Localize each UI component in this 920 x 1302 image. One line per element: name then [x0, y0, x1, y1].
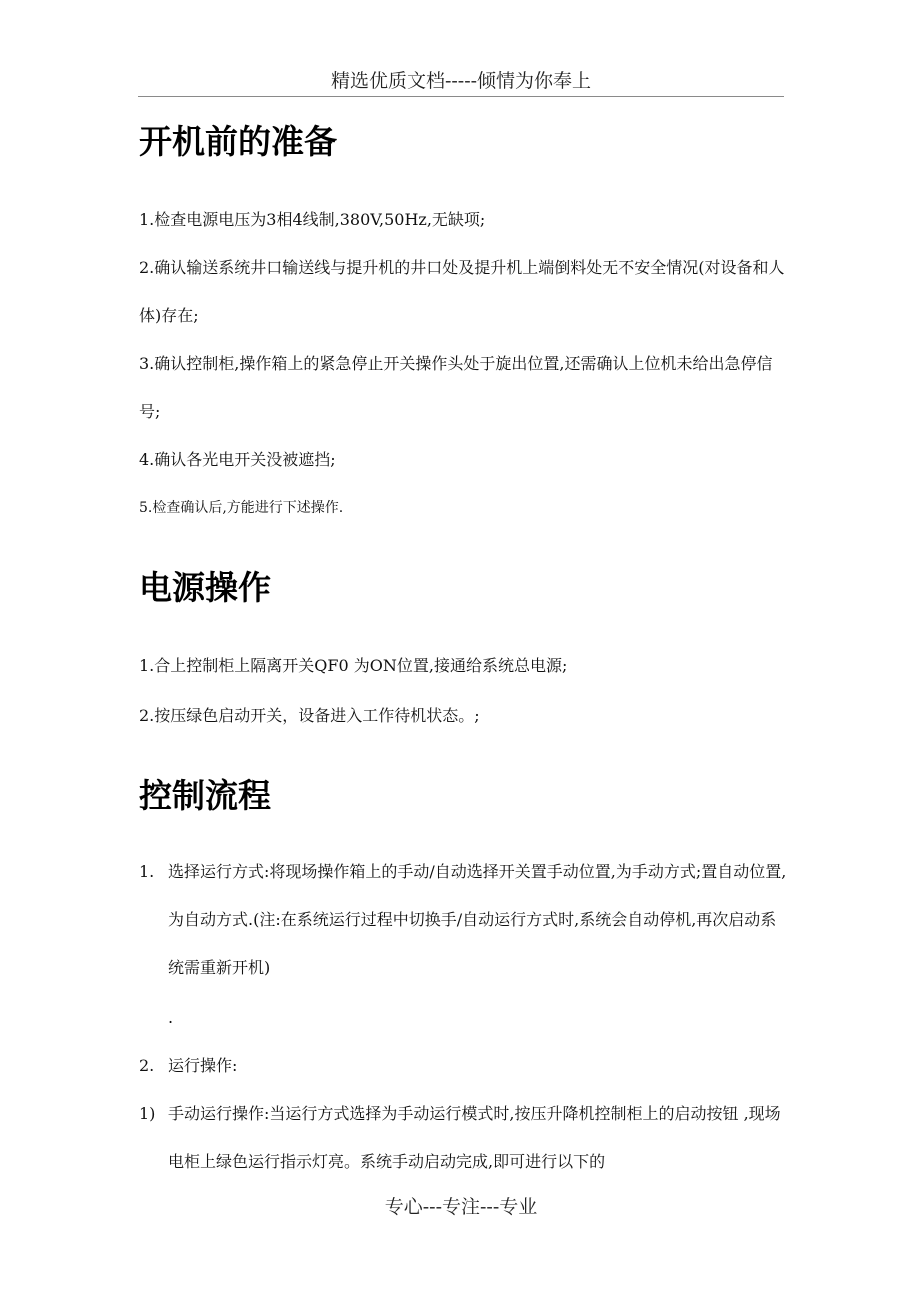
section-title-control: 控制流程	[139, 776, 271, 815]
list-marker: 2.	[139, 1056, 155, 1075]
control-item-1	[139, 848, 791, 992]
stray-dot: .	[168, 1008, 174, 1027]
list-marker: 1.	[139, 862, 155, 881]
list-marker: 1)	[139, 1104, 156, 1123]
section-title-power: 电源操作	[139, 568, 271, 607]
list-text: 手动运行操作:当运行方式选择为手动运行模式时,按压升降机控制柜上的启动按钮 ,现场电柜上绿色运行指示灯亮。系统手动启动完成,即可进行以下的	[168, 1104, 781, 1171]
control-item-2	[139, 1042, 791, 1090]
prep-item-3: 3.确认控制柜,操作箱上的紧急停止开关操作头处于旋出位置,还需确认上位机未给出急停信号;	[139, 354, 773, 421]
prep-item-2: 2.确认输送系统井口输送线与提升机的井口处及提升机上端倒料处无不安全情况(对设备和人体)存在;	[139, 258, 785, 325]
prep-item-4: 4.确认各光电开关没被遮挡;	[139, 450, 336, 469]
list-text: 运行操作:	[168, 1056, 238, 1075]
prep-item-1: 1.检查电源电压为3相4线制,380V,50Hz,无缺项;	[139, 210, 486, 229]
power-item-1: 1.合上控制柜上隔离开关QF0 为ON位置,接通给系统总电源;	[139, 656, 568, 675]
page-header: 精选优质文档-----倾情为你奉上	[138, 66, 784, 97]
power-item-2: 2.按压绿色启动开关，设备进入工作待机状态。;	[139, 706, 480, 725]
list-text: 选择运行方式:将现场操作箱上的手动/自动选择开关置手动位置,为手动方式;置自动位置,为自动方式.(注:在系统运行过程中切换手/自动运行方式时,系统会自动停机,再次启动系统需重新开机)	[168, 862, 787, 977]
page-footer: 专心---专注---专业	[384, 1196, 538, 1218]
prep-item-5: 5.检查确认后,方能进行下述操作.	[139, 500, 344, 516]
control-item-3	[139, 1090, 791, 1186]
section-title-prep: 开机前的准备	[139, 122, 337, 161]
